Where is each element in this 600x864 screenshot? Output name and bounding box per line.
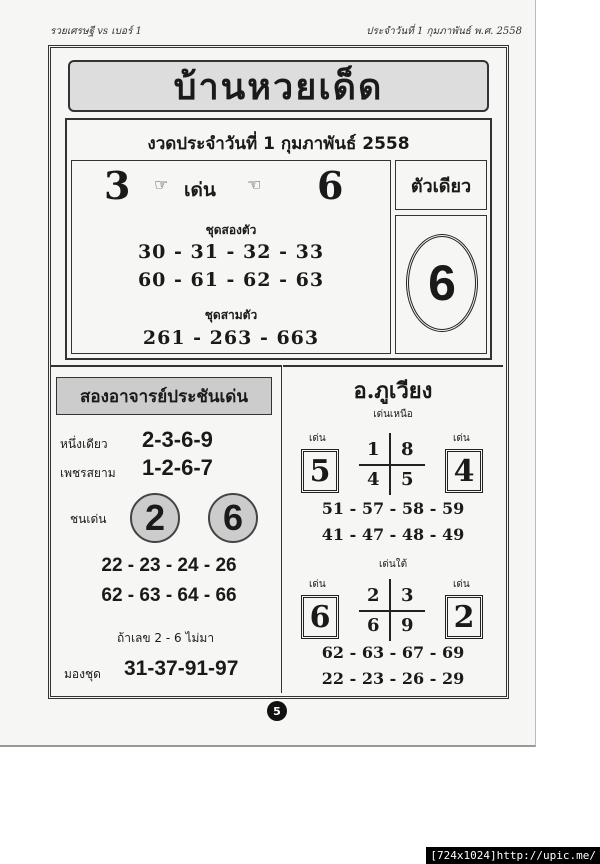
- upper-label: เด่นเหนือ: [373, 409, 413, 420]
- note: ถ้าเลข 2 - 6 ไม่มา: [116, 631, 215, 645]
- grid-cell: 9: [401, 615, 414, 636]
- grid-cell: 3: [401, 585, 414, 606]
- pairs-row-2: 62 - 63 - 64 - 66: [101, 585, 237, 606]
- grid-cell: 8: [401, 439, 414, 460]
- set-numbers: 31-37-91-97: [124, 657, 239, 680]
- lead-digit-2: 6: [317, 163, 344, 208]
- triples-label: ชุดสามตัว: [204, 308, 258, 322]
- header-left: รวยเศรษฐี vs เบอร์ 1: [50, 26, 142, 37]
- lower-label: เด่นใต้: [378, 559, 408, 570]
- page-number: 5: [267, 701, 287, 721]
- upper-row-2: 41 - 47 - 48 - 49: [321, 525, 465, 544]
- main-prediction-box: [65, 118, 492, 360]
- page-title: บ้านหวยเด็ด: [68, 60, 489, 112]
- single-label: ตัวเดียว: [395, 160, 487, 210]
- pairs-label: ชุดสองตัว: [205, 223, 257, 237]
- grid-cell: 5: [401, 469, 414, 490]
- single-digit: 6: [406, 234, 478, 332]
- phu-wiang-section: [283, 365, 503, 693]
- pairs-row-2: 60 - 61 - 62 - 63: [137, 269, 325, 291]
- lower-left-digit: 6: [301, 595, 339, 639]
- row2-numbers: 1-2-6-7: [142, 455, 213, 480]
- lower-right-digit: 2: [445, 595, 483, 639]
- triples-row: 261 - 263 - 663: [142, 327, 320, 349]
- phu-wiang-heading: อ.ภูเวียง: [353, 378, 433, 404]
- upper-left-digit: 5: [301, 449, 339, 493]
- pointing-hand-right-icon: ☞: [154, 175, 169, 194]
- lower-row-2: 22 - 23 - 26 - 29: [321, 669, 465, 688]
- grid-cell: 2: [367, 585, 380, 606]
- lower-right-label: เด่น: [453, 579, 470, 590]
- upper-left-label: เด่น: [309, 433, 326, 444]
- upper-right-digit: 4: [445, 449, 483, 493]
- lower-row-1: 62 - 63 - 67 - 69: [321, 643, 465, 662]
- grid-cell: 6: [367, 615, 380, 636]
- two-masters-heading: สองอาจารย์ประชันเด่น: [56, 377, 272, 415]
- pointing-hand-left-icon: ☜: [247, 175, 262, 194]
- duel-label: ชนเด่น: [70, 512, 107, 526]
- row1-label: หนึ่งเดียว: [60, 437, 108, 451]
- header-right: ประจำวันที่ 1 กุมภาพันธ์ พ.ศ. 2558: [366, 26, 522, 37]
- pairs-row-1: 30 - 31 - 32 - 33: [137, 241, 325, 263]
- row1-numbers: 2-3-6-9: [142, 427, 213, 452]
- lead-label: เด่น: [184, 179, 216, 201]
- duel-digit-1: 2: [130, 493, 180, 543]
- grid-cell: 1: [367, 439, 380, 460]
- lead-numbers-box: [71, 160, 391, 354]
- grid-cell: 4: [367, 469, 380, 490]
- grid-divider: [359, 464, 425, 466]
- grid-divider: [359, 610, 425, 612]
- lower-left-label: เด่น: [309, 579, 326, 590]
- image-source-link[interactable]: [724x1024]http://upic.me/: [426, 847, 600, 864]
- single-digit-box: [395, 215, 487, 354]
- pairs-row-1: 22 - 23 - 24 - 26: [101, 555, 237, 576]
- upper-row-1: 51 - 57 - 58 - 59: [321, 499, 465, 518]
- duel-digit-2: 6: [208, 493, 258, 543]
- lead-digit-1: 3: [104, 163, 131, 208]
- draw-date: งวดประจำวันที่ 1 กุมภาพันธ์ 2558: [147, 134, 410, 154]
- row2-label: เพชรสยาม: [60, 466, 116, 480]
- two-masters-section: [50, 365, 282, 693]
- set-label: มองชุด: [64, 667, 101, 681]
- upper-right-label: เด่น: [453, 433, 470, 444]
